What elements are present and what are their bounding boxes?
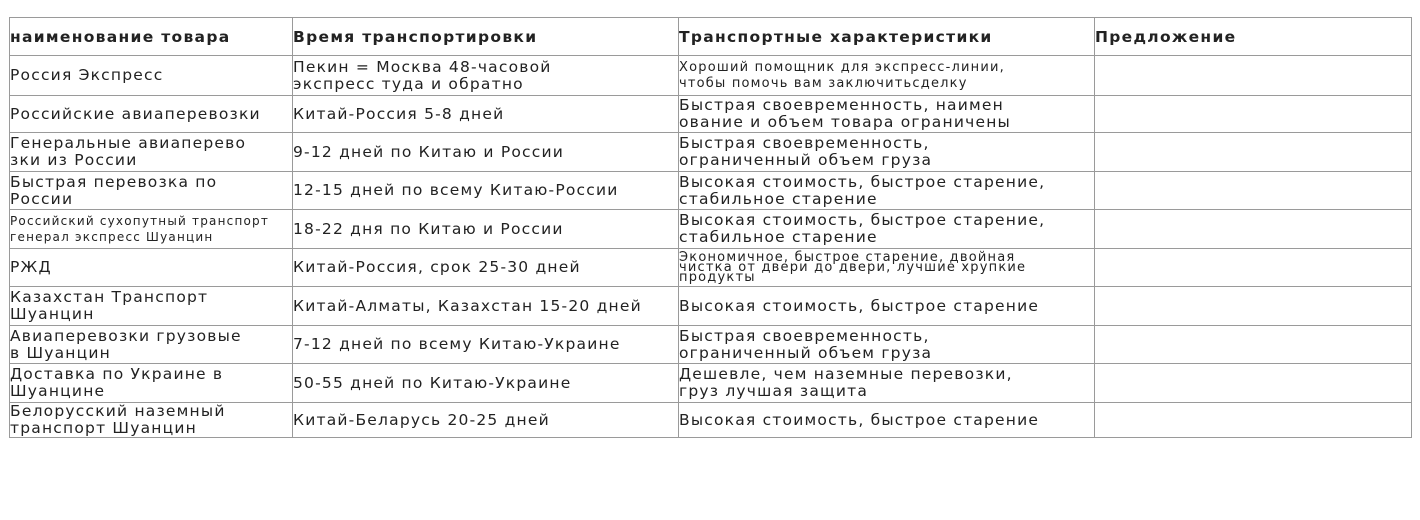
cell-offer: [1095, 364, 1412, 403]
shipping-table: [9, 17, 1412, 438]
table-row: [10, 249, 1412, 287]
cell-offer: [1095, 287, 1412, 326]
cell-features: Экономичное, быстрое старение, двойная чистка от двери до двери, лучшие хрупкие продукты: [679, 249, 1095, 287]
cell-features: Высокая стоимость, быстрое старение, стабильное старение: [679, 210, 1095, 249]
cell-features: Быстрая своевременность, ограниченный объем груза: [679, 133, 1095, 172]
table-header-row: [10, 18, 1412, 56]
cell-offer: [1095, 249, 1412, 287]
cell-transit-time: Пекин = Москва 48-часовой экспресс туда и обратно: [293, 56, 679, 96]
cell-product-name: Генеральные авиаперево зки из России: [10, 133, 293, 172]
cell-features: Высокая стоимость, быстрое старение, стабильное старение: [679, 172, 1095, 210]
cell-product-name: Авиаперевозки грузовые в Шуанцин: [10, 326, 293, 364]
table-row: [10, 403, 1412, 438]
table-row: [10, 133, 1412, 172]
cell-transit-time: 18-22 дня по Китаю и России: [293, 210, 679, 249]
cell-transit-time: 9-12 дней по Китаю и России: [293, 133, 679, 172]
cell-transit-time: Китай-Беларусь 20-25 дней: [293, 403, 679, 438]
cell-offer: [1095, 56, 1412, 96]
cell-transit-time: Китай-Россия, срок 25-30 дней: [293, 249, 679, 287]
cell-offer: [1095, 96, 1412, 133]
cell-transit-time: 50-55 дней по Китаю-Украине: [293, 364, 679, 403]
cell-product-name: Быстрая перевозка по России: [10, 172, 293, 210]
cell-features: Быстрая своевременность, ограниченный объем груза: [679, 326, 1095, 364]
cell-offer: [1095, 210, 1412, 249]
table-row: [10, 364, 1412, 403]
cell-features: Высокая стоимость, быстрое старение: [679, 403, 1095, 438]
cell-features: Высокая стоимость, быстрое старение: [679, 287, 1095, 326]
cell-product-name: Российский сухопутный транспорт генерал экспресс Шуанцин: [10, 210, 293, 249]
cell-product-name: Белорусский наземный транспорт Шуанцин: [10, 403, 293, 438]
cell-offer: [1095, 133, 1412, 172]
table-row: [10, 326, 1412, 364]
table-row: [10, 287, 1412, 326]
table-row: [10, 56, 1412, 96]
cell-features: Хороший помощник для экспресс-линии, чтобы помочь вам заключитьсделку: [679, 56, 1095, 96]
header-transit-time: Время транспортировки: [293, 18, 679, 56]
table-row: [10, 210, 1412, 249]
cell-transit-time: Китай-Алматы, Казахстан 15-20 дней: [293, 287, 679, 326]
cell-transit-time: 12-15 дней по всему Китаю-России: [293, 172, 679, 210]
cell-transit-time: 7-12 дней по всему Китаю-Украине: [293, 326, 679, 364]
header-product-name: наименование товара: [10, 18, 293, 56]
cell-product-name: РЖД: [10, 249, 293, 287]
cell-offer: [1095, 326, 1412, 364]
table-row: [10, 96, 1412, 133]
cell-product-name: Россия Экспресс: [10, 56, 293, 96]
cell-offer: [1095, 172, 1412, 210]
header-offer: Предложение: [1095, 18, 1412, 56]
cell-features: Быстрая своевременность, наимен ование и объем товара ограничены: [679, 96, 1095, 133]
cell-features: Дешевле, чем наземные перевозки, груз лучшая защита: [679, 364, 1095, 403]
cell-offer: [1095, 403, 1412, 438]
table-row: [10, 172, 1412, 210]
cell-product-name: Казахстан Транспорт Шуанцин: [10, 287, 293, 326]
cell-product-name: Российские авиаперевозки: [10, 96, 293, 133]
header-transport-features: Транспортные характеристики: [679, 18, 1095, 56]
cell-transit-time: Китай-Россия 5-8 дней: [293, 96, 679, 133]
cell-product-name: Доставка по Украине в Шуанцине: [10, 364, 293, 403]
